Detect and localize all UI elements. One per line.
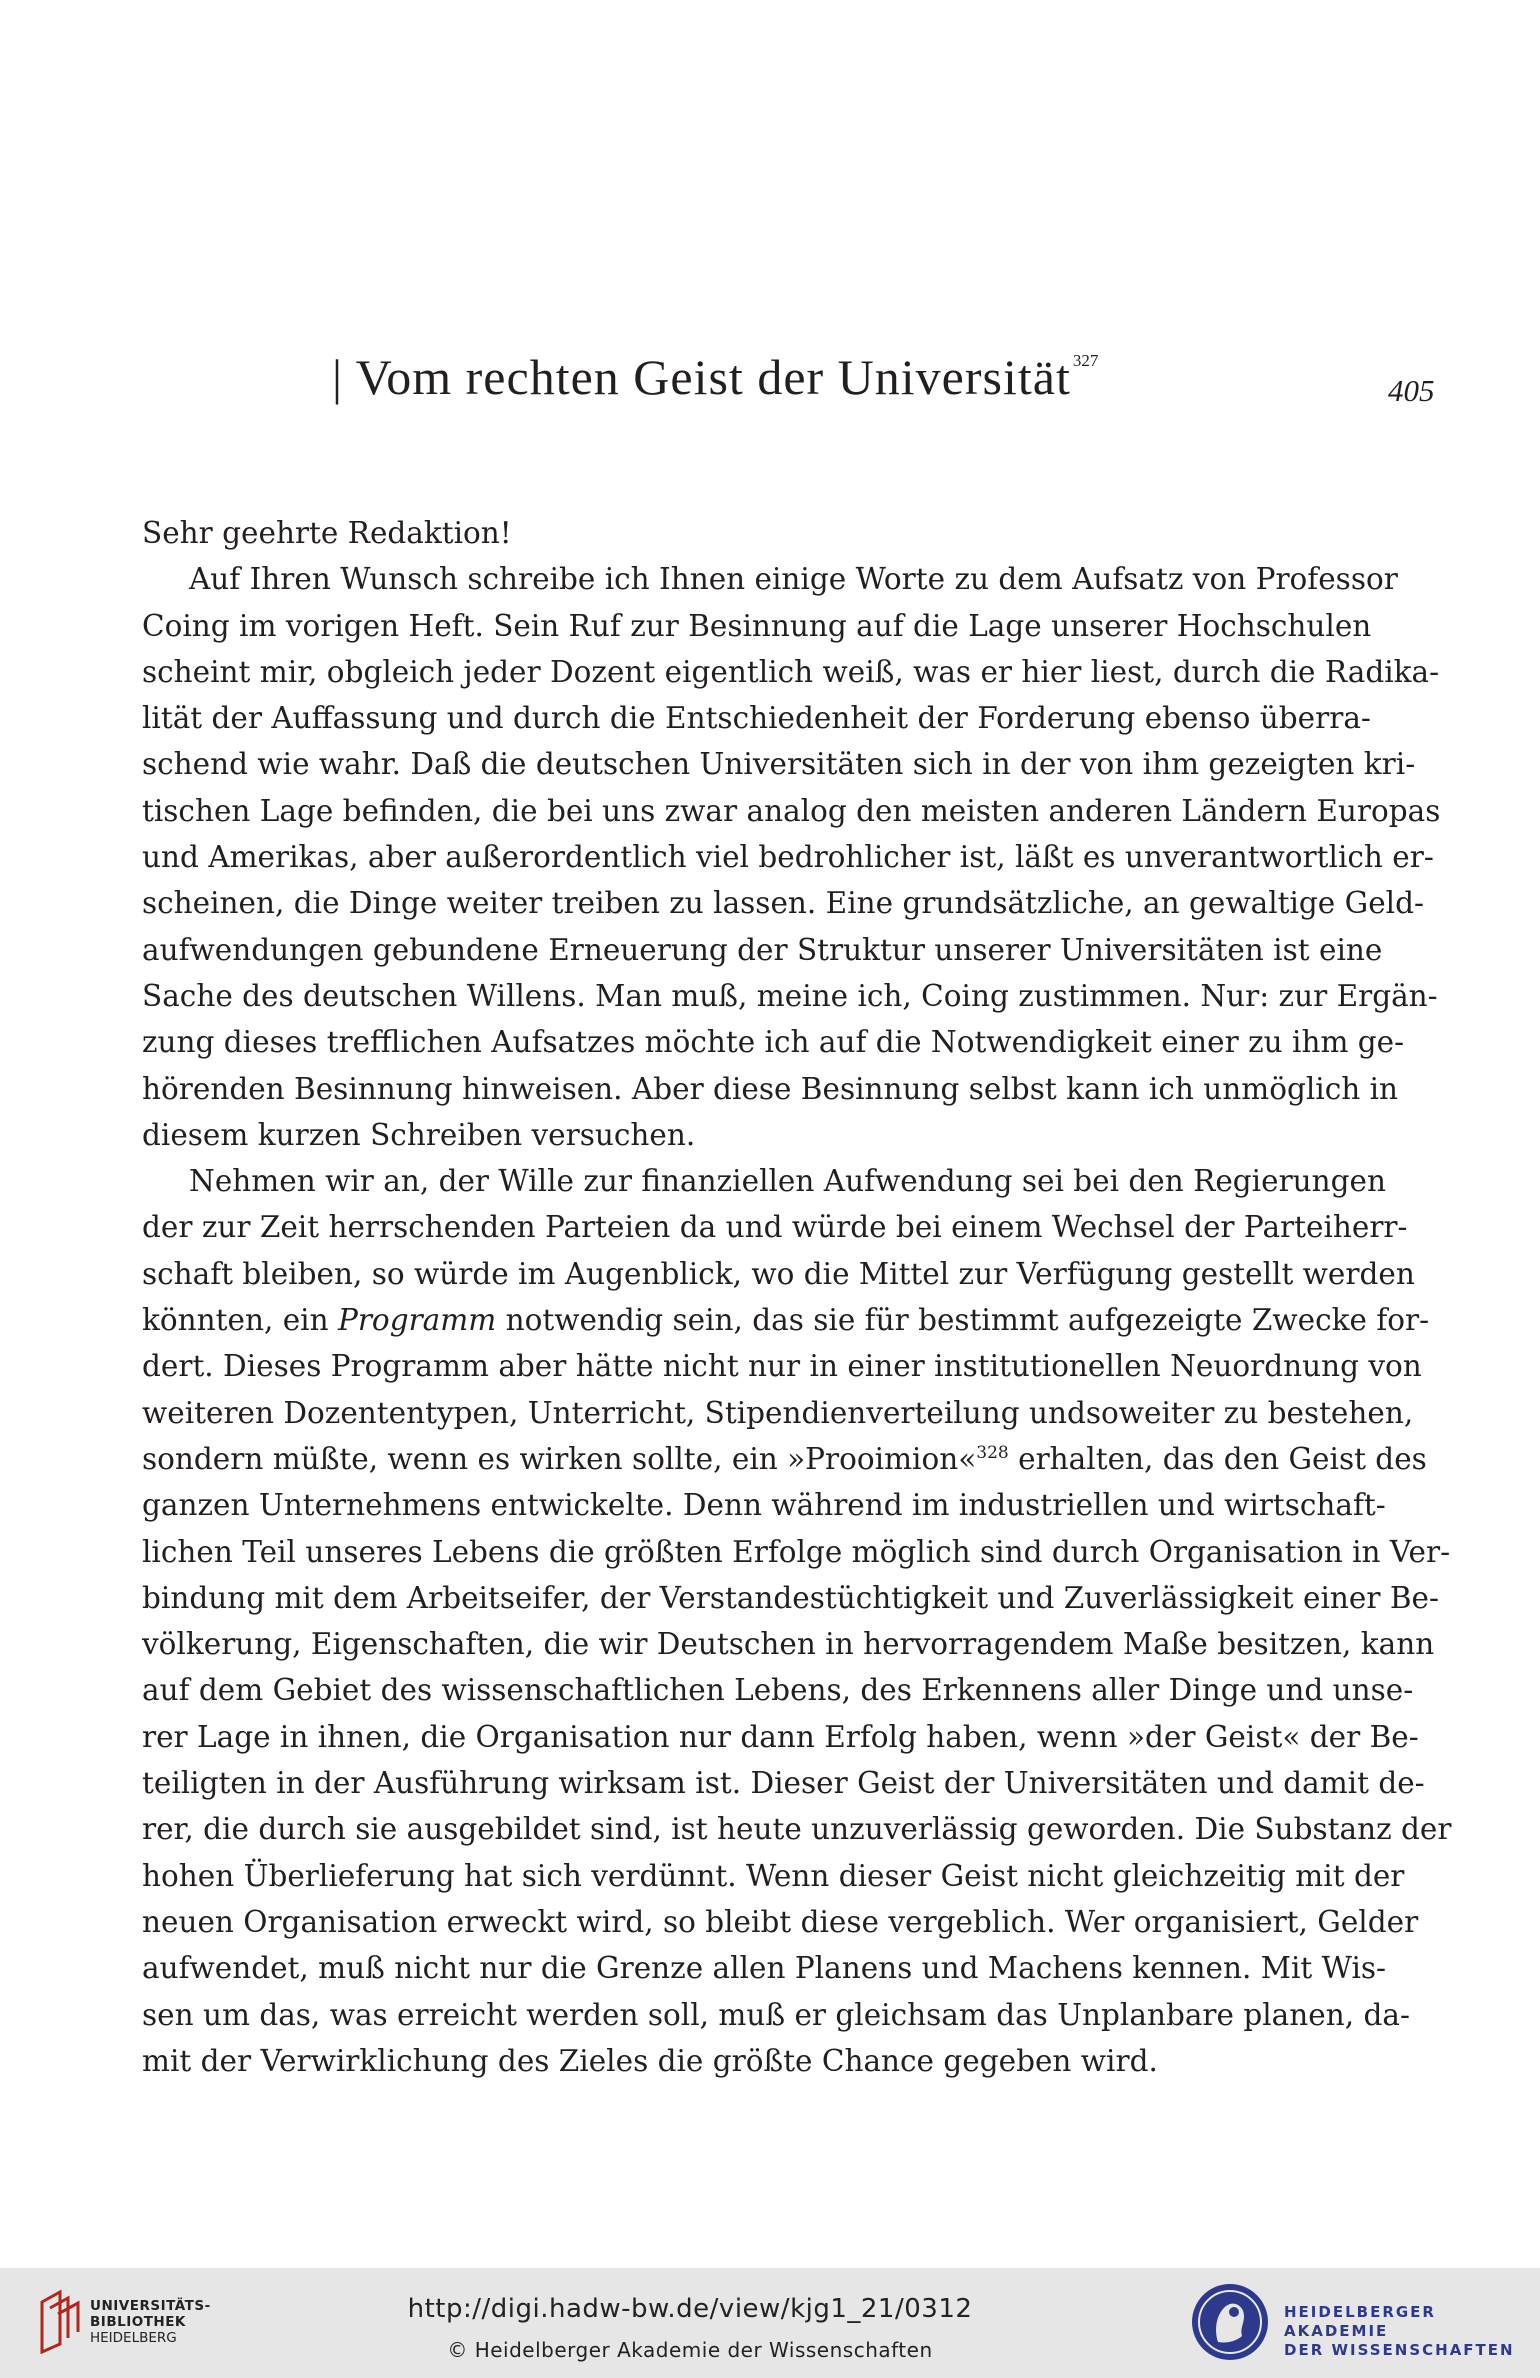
text-line xyxy=(142,1112,1342,1158)
text-segment: aufwendet, muß nicht nur die Grenze allen Planens und Machens kennen. Mit Wis- xyxy=(142,1951,1386,1986)
text-segment: bindung mit dem Arbeitseifer, der Verstandestüchtigkeit und Zuverlässigkeit einer Be- xyxy=(142,1580,1439,1615)
hadw-seal-icon[interactable] xyxy=(1188,2280,1272,2364)
hadw-name-line1: HEIDELBERGER AKADEMIE xyxy=(1284,2303,1436,2340)
text-segment: notwendig sein, das sie für bestimmt aufgezeigte Zwecke for- xyxy=(496,1303,1430,1338)
copyright-notice: © Heidelberger Akademie der Wissenschaften xyxy=(447,2338,933,2362)
text-segment: erhalten, das den Geist des xyxy=(1008,1441,1427,1476)
text-line xyxy=(142,927,1383,973)
hadw-name xyxy=(1284,2303,1540,2360)
text-segment: völkerung, Eigenschaften, die wir Deutschen in hervorragendem Maße besitzen, kann xyxy=(142,1627,1435,1662)
text-line xyxy=(142,510,1342,556)
text-segment: scheinen, die Dinge weiter treiben zu lassen. Eine grundsätzliche, an gewaltige Geld- xyxy=(142,886,1424,921)
text-line xyxy=(142,1621,1435,1667)
text-segment: der zur Zeit herrschenden Parteien da und würde bei einem Wechsel der Parteiherr- xyxy=(142,1210,1408,1245)
text-segment: aufwendungen gebundene Erneuerung der Struktur unserer Universitäten ist eine xyxy=(142,932,1383,967)
text-line xyxy=(142,1343,1422,1389)
ub-name-line2: BIBLIOTHEK xyxy=(90,2314,186,2330)
text-segment: hörenden Besinnung hinweisen. Aber diese Besinnung selbst kann ich unmöglich in xyxy=(142,1071,1399,1106)
hadw-name-line2: DER WISSENSCHAFTEN xyxy=(1284,2341,1515,2359)
ub-name-line3: HEIDELBERG xyxy=(90,2330,177,2346)
source-url-link[interactable]: http://digi.hadw-bw.de/view/kjg1_21/0312 xyxy=(407,2294,973,2324)
text-segment: schaft bleiben, so würde im Augenblick, wo die Mittel zur Verfügung gestellt werden xyxy=(142,1256,1415,1291)
text-line xyxy=(142,1529,1451,1575)
chapter-title xyxy=(332,349,1099,405)
text-line xyxy=(142,649,1440,695)
text-line xyxy=(142,1806,1452,1852)
text-line xyxy=(142,1853,1405,1899)
ub-heidelberg-logo-icon[interactable] xyxy=(38,2288,86,2354)
text-line xyxy=(142,880,1424,926)
text-segment: schend wie wahr. Daß die deutschen Universitäten sich in der von ihm gezeigten kri- xyxy=(142,747,1416,782)
text-segment: Sache des deutschen Willens. Man muß, meine ich, Coing zustimmen. Nur: zur Ergän- xyxy=(142,978,1438,1013)
text-segment: Sehr geehrte Redaktion! xyxy=(142,516,512,550)
text-line xyxy=(142,834,1434,880)
text-line xyxy=(142,1482,1386,1528)
text-segment: sondern müßte, wenn es wirken sollte, ein »Prooimion« xyxy=(142,1441,977,1476)
text-line xyxy=(142,1760,1425,1806)
text-line xyxy=(142,695,1371,741)
text-segment: hohen Überlieferung hat sich verdünnt. Wenn dieser Geist nicht gleichzeitig mit der xyxy=(142,1858,1405,1893)
text-line xyxy=(142,1297,1430,1343)
text-line xyxy=(142,1251,1415,1297)
text-line xyxy=(142,603,1372,649)
text-line xyxy=(142,1066,1399,1112)
text-segment: lität der Auffassung und durch die Entschiedenheit der Forderung ebenso überra- xyxy=(142,701,1371,736)
text-line xyxy=(142,973,1438,1019)
ub-name-line1: UNIVERSITÄTS- xyxy=(90,2298,211,2314)
footnote-ref[interactable]: 328 xyxy=(976,1442,1009,1463)
text-line xyxy=(142,1667,1414,1713)
text-segment: Auf Ihren Wunsch schreibe ich Ihnen einige Worte zu dem Aufsatz von Professor xyxy=(189,562,1398,597)
text-line xyxy=(142,741,1416,787)
text-line xyxy=(142,1899,1419,1945)
emphasis-text: Programm xyxy=(337,1303,497,1338)
text-segment: neuen Organisation erweckt wird, so bleibt diese vergeblich. Wer organisiert, Gelder xyxy=(142,1904,1419,1939)
text-segment: scheint mir, obgleich jeder Dozent eigentlich weiß, was er hier liest, durch die Radika- xyxy=(142,654,1440,689)
text-line xyxy=(142,2038,1342,2084)
text-line xyxy=(142,1436,1427,1482)
text-segment: sen um das, was erreicht werden soll, muß er gleichsam das Unplanbare planen, da- xyxy=(142,1997,1410,2032)
page-number: 405 xyxy=(1388,373,1435,408)
text-segment: auf dem Gebiet des wissenschaftlichen Lebens, des Erkennens aller Dinge und unse- xyxy=(142,1673,1414,1708)
text-segment: tischen Lage befinden, die bei uns zwar analog den meisten anderen Ländern Europas xyxy=(142,793,1441,828)
text-segment: dert. Dieses Programm aber hätte nicht nur in einer institutionellen Neuordnung von xyxy=(142,1349,1422,1384)
text-line xyxy=(142,788,1441,834)
text-segment: könnten, ein xyxy=(142,1303,338,1338)
chapter-title-text: | Vom rechten Geist der Universität xyxy=(332,349,1071,405)
text-line xyxy=(142,1945,1386,1991)
text-line xyxy=(142,1158,1387,1204)
text-segment: rer Lage in ihnen, die Organisation nur dann Erfolg haben, wenn »der Geist« der Be- xyxy=(142,1719,1419,1754)
text-segment: lichen Teil unseres Lebens die größten Erfolge möglich sind durch Organisation in Ver- xyxy=(142,1534,1451,1569)
text-segment: teiligten in der Ausführung wirksam ist. Dieser Geist der Universitäten und damit de- xyxy=(142,1766,1425,1801)
text-line xyxy=(142,1390,1414,1436)
ub-heidelberg-name xyxy=(90,2298,211,2346)
title-footnote-ref[interactable]: 327 xyxy=(1072,351,1099,370)
body-text xyxy=(142,510,1452,2084)
text-segment: rer, die durch sie ausgebildet sind, ist heute unzuverlässig geworden. Die Substanz der xyxy=(142,1812,1452,1847)
text-line xyxy=(142,1019,1405,1065)
text-line xyxy=(142,1992,1410,2038)
text-segment: Nehmen wir an, der Wille zur finanziellen Aufwendung sei bei den Regierungen xyxy=(189,1164,1387,1199)
text-segment: zung dieses trefflichen Aufsatzes möchte ich auf die Notwendigkeit einer zu ihm ge- xyxy=(142,1025,1405,1060)
footer-bar xyxy=(0,2268,1540,2378)
text-segment: Coing im vorigen Heft. Sein Ruf zur Besinnung auf die Lage unserer Hochschulen xyxy=(142,608,1372,643)
text-segment: weiteren Dozententypen, Unterricht, Stipendienverteilung undsoweiter zu bestehen, xyxy=(142,1395,1414,1430)
text-segment: diesem kurzen Schreiben versuchen. xyxy=(142,1117,696,1152)
text-segment: und Amerikas, aber außerordentlich viel bedrohlicher ist, läßt es unverantwortlich er- xyxy=(142,840,1434,875)
text-segment: ganzen Unternehmens entwickelte. Denn während im industriellen und wirtschaft- xyxy=(142,1488,1386,1523)
text-line xyxy=(142,1714,1419,1760)
text-line xyxy=(142,1204,1408,1250)
text-line xyxy=(142,556,1398,602)
text-segment: mit der Verwirklichung des Zieles die größte Chance gegeben wird. xyxy=(142,2043,1158,2078)
text-line xyxy=(142,1575,1439,1621)
